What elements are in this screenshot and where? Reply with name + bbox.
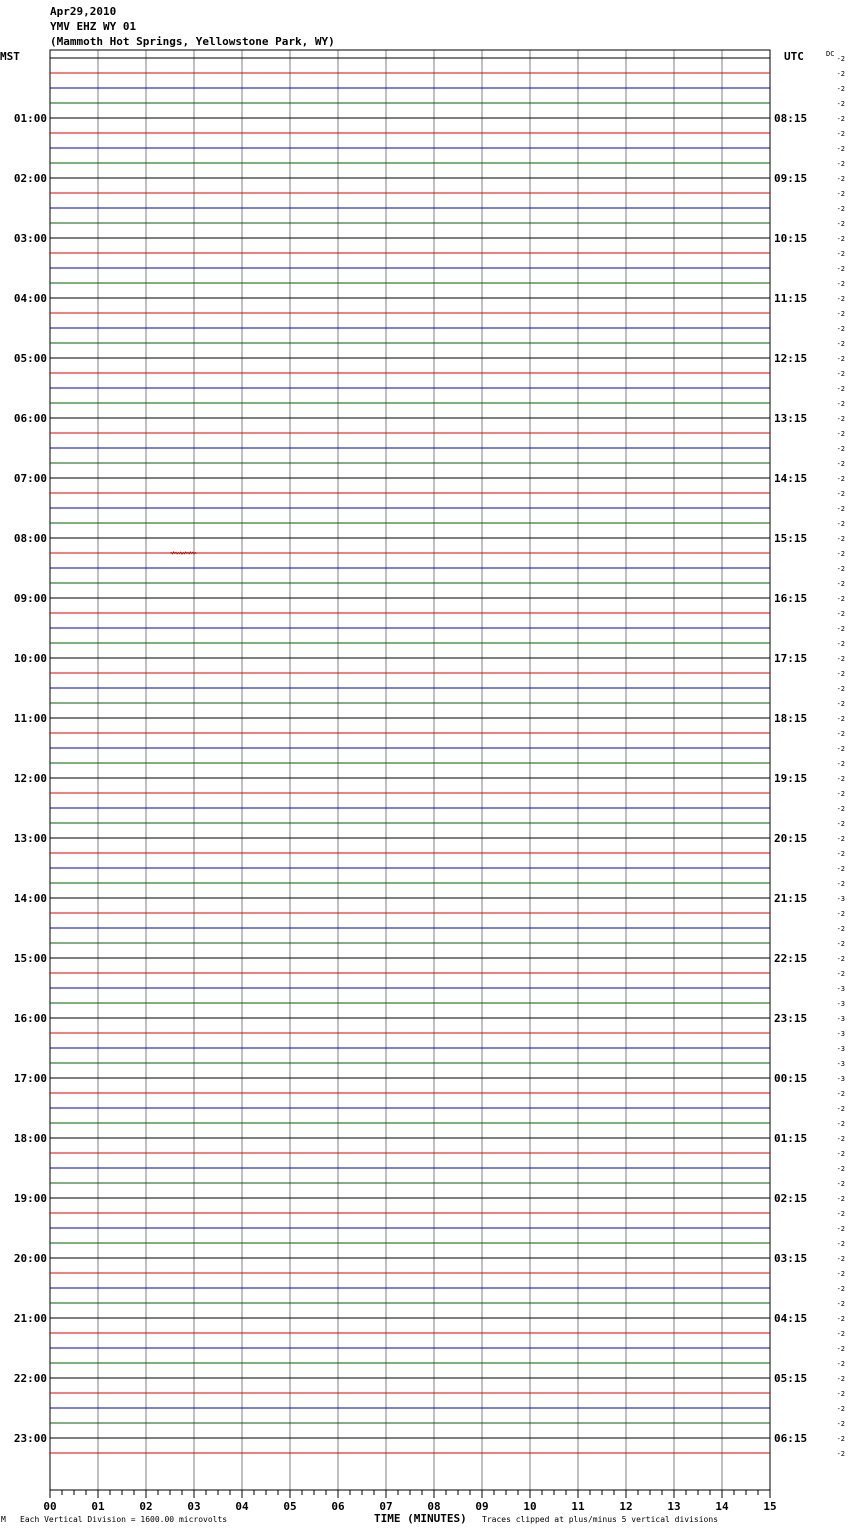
dc-offset-label: -2 xyxy=(836,205,845,213)
dc-offset-label: -2 xyxy=(836,1405,845,1413)
dc-offset-label: -2 xyxy=(836,850,845,858)
dc-offset-label: -3 xyxy=(836,895,845,903)
utc-axis-label: UTC xyxy=(784,50,804,63)
mst-hour-label: 23:00 xyxy=(13,1432,47,1445)
dc-offset-label: -2 xyxy=(836,220,845,228)
dc-offset-label: -2 xyxy=(836,415,845,423)
dc-offset-label: -2 xyxy=(836,610,845,618)
dc-offset-label: -2 xyxy=(836,250,845,258)
utc-hour-label: 18:15 xyxy=(774,712,808,725)
dc-offset-label: -2 xyxy=(836,1285,845,1293)
dc-offset-label: -2 xyxy=(836,535,845,543)
plot-frame xyxy=(50,50,770,1490)
dc-offset-label: -2 xyxy=(836,1105,845,1113)
mst-hour-label: 22:00 xyxy=(13,1372,47,1385)
dc-offset-label: -2 xyxy=(836,1180,845,1188)
dc-offset-label: -2 xyxy=(836,430,845,438)
location-label: (Mammoth Hot Springs, Yellowstone Park, WY) xyxy=(50,35,335,48)
mst-hour-label: 18:00 xyxy=(13,1132,47,1145)
dc-offset-label: -2 xyxy=(836,1270,845,1278)
dc-offset-label: -2 xyxy=(836,1420,845,1428)
dc-offset-label: -2 xyxy=(836,760,845,768)
dc-offset-label: -2 xyxy=(836,880,845,888)
utc-hour-label: 04:15 xyxy=(774,1312,808,1325)
dc-offset-label: -2 xyxy=(836,265,845,273)
dc-offset-label: -2 xyxy=(836,310,845,318)
dc-offset-label: -2 xyxy=(836,1240,845,1248)
x-tick-label: 13 xyxy=(667,1500,681,1513)
x-axis-title: TIME (MINUTES) xyxy=(374,1512,467,1525)
utc-hour-label: 21:15 xyxy=(774,892,808,905)
dc-offset-label: -2 xyxy=(836,700,845,708)
mst-hour-label: 07:00 xyxy=(13,472,47,485)
mst-hour-label: 17:00 xyxy=(13,1072,47,1085)
dc-offset-label: -2 xyxy=(836,1330,845,1338)
mst-hour-label: 15:00 xyxy=(13,952,47,965)
dc-offset-label: -2 xyxy=(836,835,845,843)
dc-offset-label: -2 xyxy=(836,865,845,873)
dc-offset-label: -2 xyxy=(836,970,845,978)
mst-hour-label: 11:00 xyxy=(13,712,47,725)
dc-offset-label: -2 xyxy=(836,910,845,918)
dc-offset-label: -2 xyxy=(836,1435,845,1443)
dc-offset-label: -2 xyxy=(836,490,845,498)
dc-offset-label: -2 xyxy=(836,280,845,288)
dc-offset-label: -2 xyxy=(836,160,845,168)
dc-offset-label: -2 xyxy=(836,400,845,408)
dc-offset-label: -2 xyxy=(836,505,845,513)
utc-hour-label: 15:15 xyxy=(774,532,808,545)
scale-note: Each Vertical Division = 1600.00 microvolts xyxy=(20,1515,228,1524)
dc-offset-label: -2 xyxy=(836,745,845,753)
dc-offset-label: -2 xyxy=(836,1390,845,1398)
mst-hour-label: 12:00 xyxy=(13,772,47,785)
dc-offset-label: -2 xyxy=(836,1360,845,1368)
dc-offset-label: -3 xyxy=(836,1000,845,1008)
dc-offset-label: -2 xyxy=(836,1225,845,1233)
dc-offset-label: -2 xyxy=(836,790,845,798)
x-tick-label: 00 xyxy=(43,1500,57,1513)
mst-hour-label: 19:00 xyxy=(13,1192,47,1205)
x-tick-label: 02 xyxy=(139,1500,153,1513)
x-tick-label: 01 xyxy=(91,1500,105,1513)
dc-offset-label: -2 xyxy=(836,640,845,648)
dc-offset-label: -2 xyxy=(836,1255,845,1263)
dc-offset-label: -2 xyxy=(836,1150,845,1158)
utc-hour-label: 17:15 xyxy=(774,652,808,665)
dc-offset-label: -2 xyxy=(836,70,845,78)
station-label: YMV EHZ WY 01 xyxy=(50,20,137,33)
utc-hour-label: 20:15 xyxy=(774,832,808,845)
utc-hour-label: 10:15 xyxy=(774,232,808,245)
corner-mark: M xyxy=(1,1515,6,1524)
dc-offset-label: -2 xyxy=(836,1345,845,1353)
x-tick-label: 14 xyxy=(715,1500,729,1513)
dc-offset-label: -2 xyxy=(836,775,845,783)
dc-offset-label: -2 xyxy=(836,715,845,723)
dc-offset-label: -2 xyxy=(836,235,845,243)
dc-offset-label: -3 xyxy=(836,1015,845,1023)
dc-offset-label: -2 xyxy=(836,565,845,573)
mst-hour-label: 04:00 xyxy=(13,292,47,305)
mst-hour-label: 21:00 xyxy=(13,1312,47,1325)
dc-offset-label: -2 xyxy=(836,1165,845,1173)
utc-hour-label: 12:15 xyxy=(774,352,808,365)
dc-offset-label: -2 xyxy=(836,1090,845,1098)
dc-offset-label: -2 xyxy=(836,805,845,813)
x-tick-label: 03 xyxy=(187,1500,201,1513)
mst-hour-label: 14:00 xyxy=(13,892,47,905)
mst-hour-label: 13:00 xyxy=(13,832,47,845)
mst-hour-label: 16:00 xyxy=(13,1012,47,1025)
dc-offset-label: -2 xyxy=(836,370,845,378)
dc-offset-label: -3 xyxy=(836,1045,845,1053)
x-tick-label: 04 xyxy=(235,1500,249,1513)
mst-hour-label: 01:00 xyxy=(13,112,47,125)
mst-hour-label: 03:00 xyxy=(13,232,47,245)
dc-offset-label: -2 xyxy=(836,580,845,588)
dc-offset-label: -2 xyxy=(836,385,845,393)
dc-offset-label: -3 xyxy=(836,1060,845,1068)
dc-offset-label: -2 xyxy=(836,655,845,663)
dc-offset-label: -2 xyxy=(836,1375,845,1383)
dc-offset-label: -2 xyxy=(836,925,845,933)
utc-hour-label: 06:15 xyxy=(774,1432,808,1445)
utc-hour-label: 01:15 xyxy=(774,1132,808,1145)
clip-note: Traces clipped at plus/minus 5 vertical divisions xyxy=(482,1515,719,1524)
x-tick-label: 05 xyxy=(283,1500,297,1513)
seismic-event-trace xyxy=(170,552,196,554)
dc-offset-label: -2 xyxy=(836,625,845,633)
utc-hour-label: 19:15 xyxy=(774,772,808,785)
dc-offset-label: -2 xyxy=(836,1120,845,1128)
x-tick-label: 09 xyxy=(475,1500,489,1513)
dc-offset-label: -2 xyxy=(836,520,845,528)
x-tick-label: 12 xyxy=(619,1500,633,1513)
dc-offset-label: -2 xyxy=(836,175,845,183)
dc-offset-label: -2 xyxy=(836,190,845,198)
dc-label: DC xyxy=(826,50,835,58)
utc-hour-label: 09:15 xyxy=(774,172,808,185)
mst-hour-label: 09:00 xyxy=(13,592,47,605)
dc-offset-label: -2 xyxy=(836,55,845,63)
dc-offset-label: -2 xyxy=(836,1450,845,1458)
dc-offset-label: -2 xyxy=(836,550,845,558)
utc-hour-label: 23:15 xyxy=(774,1012,808,1025)
dc-offset-label: -2 xyxy=(836,460,845,468)
dc-offset-label: -2 xyxy=(836,670,845,678)
mst-hour-label: 20:00 xyxy=(13,1252,47,1265)
date-label: Apr29,2010 xyxy=(50,5,117,18)
dc-offset-label: -2 xyxy=(836,85,845,93)
dc-offset-label: -2 xyxy=(836,115,845,123)
dc-offset-label: -3 xyxy=(836,1075,845,1083)
x-tick-label: 11 xyxy=(571,1500,585,1513)
dc-offset-label: -2 xyxy=(836,595,845,603)
dc-offset-label: -2 xyxy=(836,100,845,108)
dc-offset-label: -2 xyxy=(836,1135,845,1143)
utc-hour-label: 14:15 xyxy=(774,472,808,485)
dc-offset-label: -2 xyxy=(836,955,845,963)
dc-offset-label: -2 xyxy=(836,1300,845,1308)
dc-offset-label: -2 xyxy=(836,1210,845,1218)
x-tick-label: 06 xyxy=(331,1500,345,1513)
dc-offset-label: -2 xyxy=(836,1195,845,1203)
dc-offset-label: -2 xyxy=(836,295,845,303)
x-tick-label: 10 xyxy=(523,1500,537,1513)
x-tick-label: 15 xyxy=(763,1500,777,1513)
dc-offset-label: -2 xyxy=(836,685,845,693)
utc-hour-label: 16:15 xyxy=(774,592,808,605)
utc-hour-label: 00:15 xyxy=(774,1072,808,1085)
mst-hour-label: 05:00 xyxy=(13,352,47,365)
dc-offset-label: -2 xyxy=(836,475,845,483)
utc-hour-label: 03:15 xyxy=(774,1252,808,1265)
dc-offset-label: -2 xyxy=(836,130,845,138)
mst-hour-label: 10:00 xyxy=(13,652,47,665)
utc-hour-label: 13:15 xyxy=(774,412,808,425)
dc-offset-label: -2 xyxy=(836,820,845,828)
mst-axis-label: MST xyxy=(0,50,20,63)
dc-offset-label: -2 xyxy=(836,1315,845,1323)
mst-hour-label: 08:00 xyxy=(13,532,47,545)
dc-offset-label: -2 xyxy=(836,940,845,948)
mst-hour-label: 02:00 xyxy=(13,172,47,185)
dc-offset-label: -2 xyxy=(836,325,845,333)
utc-hour-label: 22:15 xyxy=(774,952,808,965)
dc-offset-label: -3 xyxy=(836,985,845,993)
dc-offset-label: -2 xyxy=(836,730,845,738)
dc-offset-label: -2 xyxy=(836,445,845,453)
x-tick-label: 08 xyxy=(427,1500,441,1513)
utc-hour-label: 08:15 xyxy=(774,112,808,125)
dc-offset-label: -3 xyxy=(836,1030,845,1038)
dc-offset-label: -2 xyxy=(836,355,845,363)
mst-hour-label: 06:00 xyxy=(13,412,47,425)
utc-hour-label: 05:15 xyxy=(774,1372,808,1385)
x-tick-label: 07 xyxy=(379,1500,393,1513)
utc-hour-label: 02:15 xyxy=(774,1192,808,1205)
dc-offset-label: -2 xyxy=(836,340,845,348)
utc-hour-label: 11:15 xyxy=(774,292,808,305)
dc-offset-label: -2 xyxy=(836,145,845,153)
